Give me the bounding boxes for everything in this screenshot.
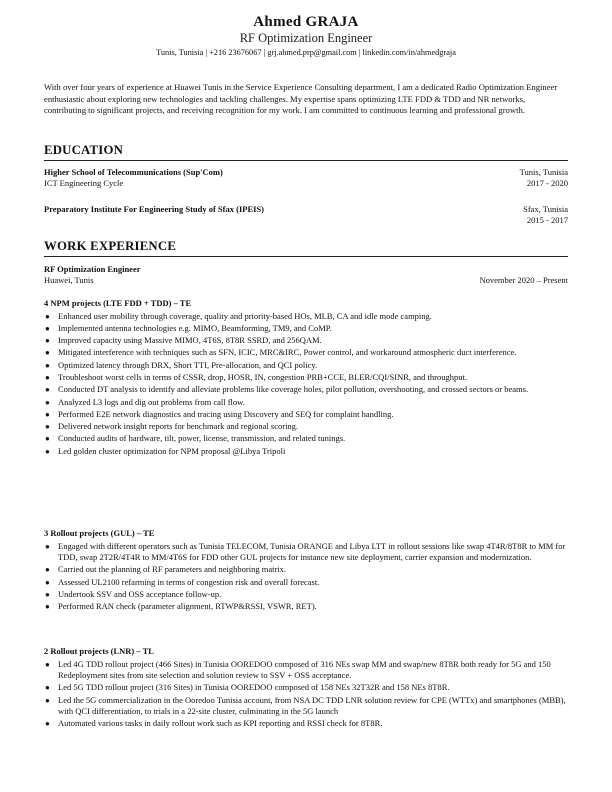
bullet-icon: ● [45,360,50,370]
work-company: Huawei, Tunis [44,275,94,285]
project-bullet-list [44,541,568,613]
list-item: ● Led the 5G commercialization in the Ooredoo Tunisia account, from NSA DC TDD LNR solution review for CPE (WTTx) and smartphones (MBB), with QCI differentiation, to trials in a 22-site cluster, culminating in the 5G launch [45,694,566,716]
bullet-icon: ● [45,565,50,575]
candidate-title: RF Optimization Engineer [239,31,373,45]
summary-paragraph: With over four years of experience at Huawei Tunis in the Service Experience Consulting department, I am a dedicated Radio Optimization Engineer enthusiastic about exploring new technologies and tackling challenges. My expertise spans optimizing LTE FDD & TDD and NR networks, contributing to significant projects, and receiving recognition for my work. I am committed to continuous learning and professional growth. [44,82,558,116]
bullet-icon: ● [45,602,50,612]
work-role: RF Optimization Engineer [44,264,141,274]
list-item: ● Assessed UL2100 refarming in terms of congestion risk and overall forecast. [45,576,320,587]
bullet-icon: ● [45,348,50,358]
list-item: ● Implemented antenna technologies e.g. MIMO, Beamforming, TM9, and CoMP. [45,322,332,333]
list-item: ● Carried out the planning of RF parameters and neighboring matrix. [45,564,287,575]
list-item: ● Conducted audits of hardware, tilt, power, license, transmission, and related tunings. [45,433,346,444]
bullet-icon: ● [45,311,50,321]
list-item: ● Analyzed L3 logs and dig out problems from call flow. [45,396,245,407]
list-item: ● Mitigated interference with techniques such as SFN, ICIC, MRC&IRC, Power control, and workaround atmospheric duct interference. [45,347,517,358]
bullet-icon: ● [45,397,50,407]
education-school: Preparatory Institute For Engineering Study of Sfax (IPEIS) [44,204,264,214]
bullet-icon: ● [45,336,50,346]
list-item: ● Delivered network insight reports for benchmark and regional scoring. [45,421,299,432]
work-divider [44,256,568,257]
education-item-1 [44,167,568,178]
project-bullet-list [44,659,568,730]
bullet-icon: ● [45,695,50,705]
candidate-name: Ahmed GRAJA [253,14,359,30]
list-item: ● Engaged with different operators such as Tunisia TELECOM, Tunisia ORANGE and Libya LTT in rollout sessions like swap 4T4R/8T8R to MM for TDD, swap 2T2R/4T4R to MM/4T6S for FDD other GUL projects for instance new site deployment, carrier expansion and modernization. [45,541,566,562]
list-item: ● Led 5G TDD rollout project (316 Sites) in Tunisia OOREDOO composed of 158 NEs 32T32R and 158 NEs 8T8R. [45,682,450,693]
bullet-icon: ● [45,409,50,419]
bullet-icon: ● [45,589,50,599]
education-dates: 2017 - 2020 [526,178,568,188]
bullet-icon: ● [45,434,50,444]
education-degree: ICT Engineering Cycle [44,178,124,188]
education-item-1-detail [44,178,568,189]
bullet-icon: ● [45,542,50,551]
education-item-2 [44,204,568,215]
project-bullet-list [44,311,568,459]
work-company-row [44,275,568,286]
project-title: 4 NPM projects (LTE FDD + TDD) – TE [44,298,192,308]
bullet-icon: ● [45,718,50,728]
list-item: ● Enhanced user mobility through coverage, quality and priority-based HOs, MLB, CA and idle mode camping. [45,310,432,321]
work-role-row [44,264,568,275]
list-item: ● Optimized latency through DRX, Short TTI, Pre-allocation, and QCI policy. [45,359,318,370]
resume-header [0,14,612,59]
education-dates: 2015 - 2017 [526,215,568,225]
list-item: ● Improved capacity using Massive MIMO, 4T6S, 8T8R SSRD, and 256QAM. [45,335,322,346]
list-item: ● Automated various tasks in daily rollout work such as KPI reporting and RSSI check for 8T8R. [45,717,383,728]
bullet-icon: ● [45,577,50,587]
bullet-icon: ● [45,372,50,382]
bullet-icon: ● [45,660,50,669]
education-location: Tunis, Tunisia [519,167,568,177]
list-item: ● Performed RAN check (parameter alignment, RTWP&RSSI, VSWR, RET). [45,601,317,612]
project-title: 3 Rollout projects (GUL) – TE [44,528,155,538]
bullet-icon: ● [45,323,50,333]
work-heading: WORK EXPERIENCE [44,239,177,253]
list-item: ● Undertook SSV and OSS acceptance follow-up. [45,588,222,599]
education-school: Higher School of Telecommunications (Sup'Com) [44,167,223,177]
list-item: ● Led 4G TDD rollout project (466 Sites) in Tunisia OOREDOO composed of 316 NEs swap MM and swap/new 8T8R both ready for 5G and 150 Redeployment sites from site selection and solution review to SSV + OSS acceptance. [45,659,551,680]
education-heading: EDUCATION [44,143,124,157]
project-title: 2 Rollout projects (LNR) – TL [44,646,154,656]
list-item: ● Led golden cluster optimization for NPM proposal @Libya Tripoli [45,445,286,456]
bullet-icon: ● [45,422,50,432]
work-dates: November 2020 – Present [479,275,568,285]
list-item: ● Troubleshoot worst cells in terms of CSSR, drop, HOSR, IN, congestion PRB+CCE, BLER/CQI/SINR, and throughput. [45,371,467,382]
list-item: ● Performed E2E network diagnostics and tracing using Discovery and SEQ for complaint handling. [45,408,394,419]
list-item: ● Conducted DT analysis to identify and alleviate problems like coverage holes, pilot pollution, overshooting, and crossed sectors or beams. [45,384,529,395]
contact-line: Tunis, Tunisia | +216 23676067 | grj.ahmed.prp@gmail.com | linkedin.com/in/ahmedgraja [156,48,456,57]
education-location: Sfax, Tunisia [523,204,568,214]
education-divider [44,160,568,161]
bullet-icon: ● [45,385,50,395]
bullet-icon: ● [45,683,50,693]
bullet-icon: ● [45,446,50,456]
